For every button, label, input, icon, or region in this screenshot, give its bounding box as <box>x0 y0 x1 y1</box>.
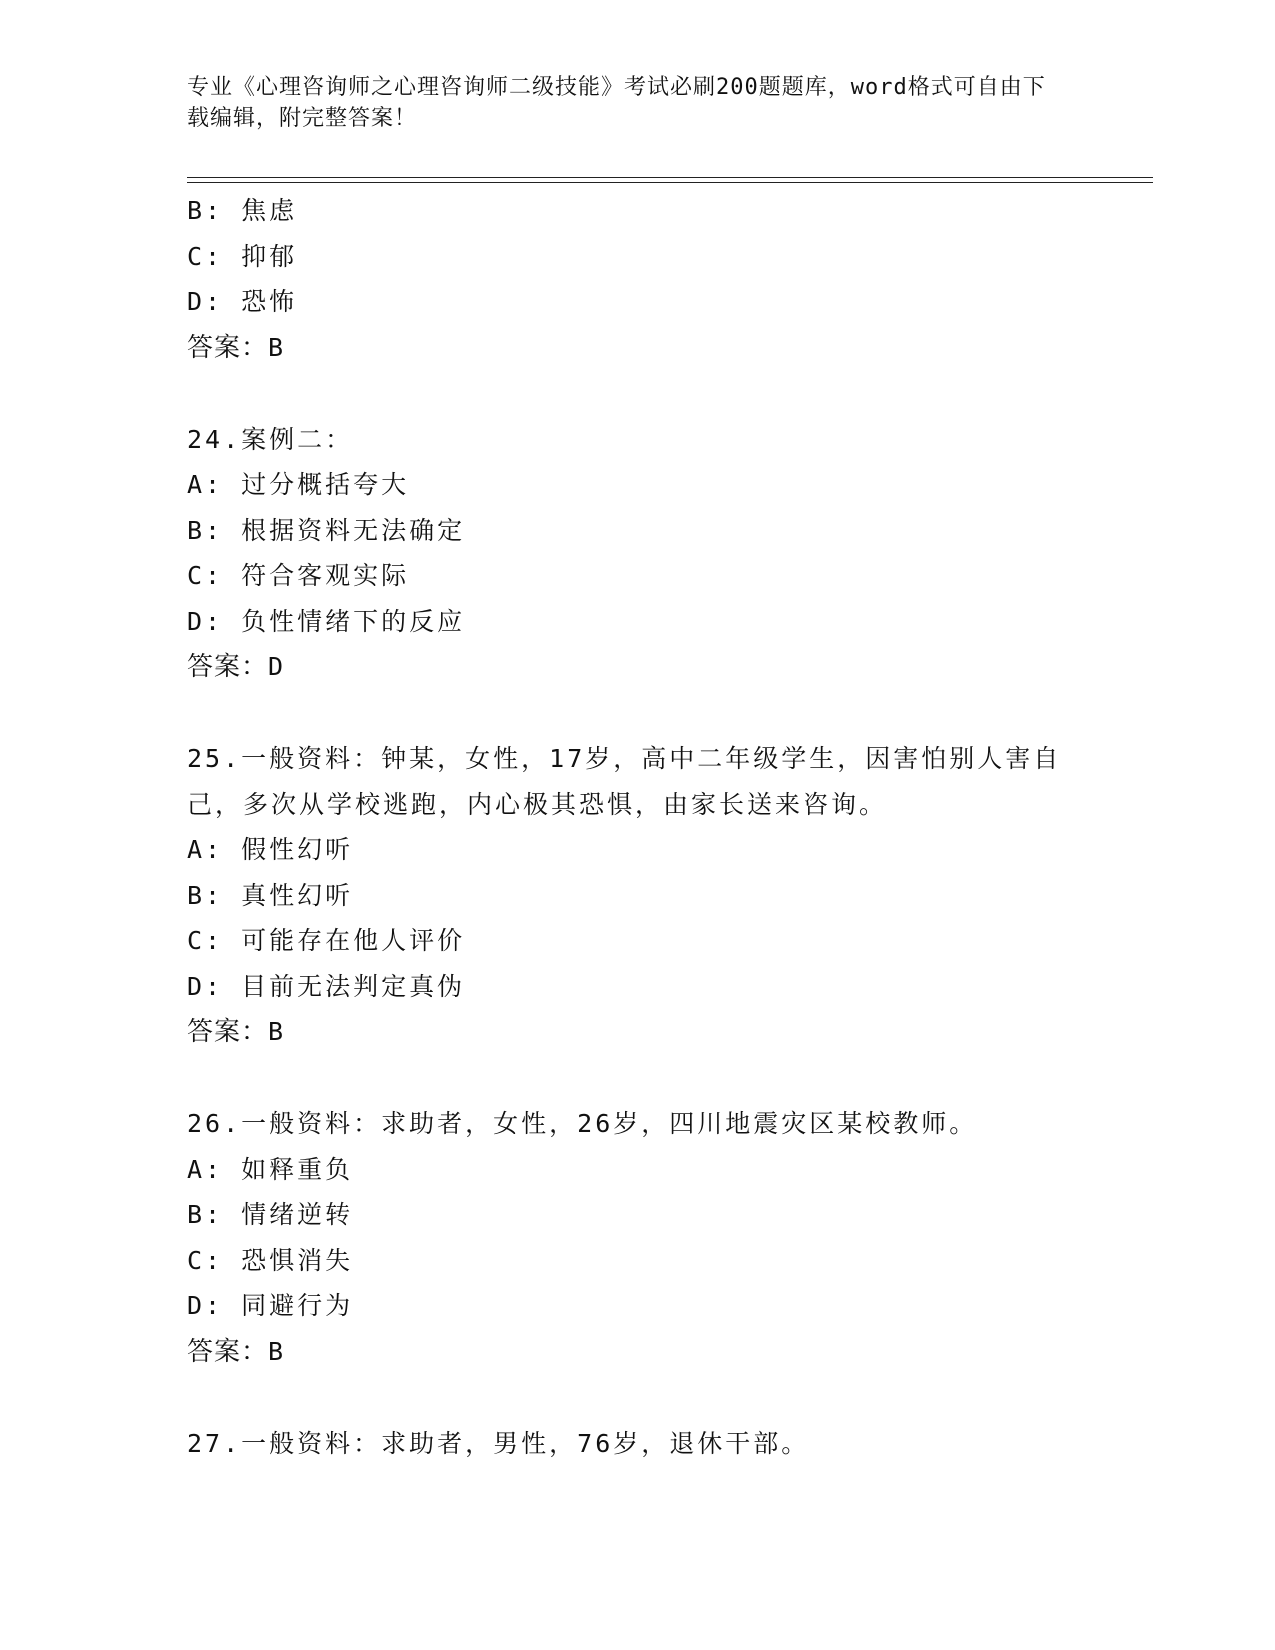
spacer <box>187 371 1107 417</box>
question-25 <box>187 736 1107 1056</box>
question-24 <box>187 417 1107 691</box>
question-26 <box>187 1101 1107 1375</box>
header-divider-bottom <box>187 182 1153 183</box>
question-stem: 26.一般资料：求助者，女性，26岁，四川地震灾区某校教师。 <box>187 1109 978 1138</box>
option-d: D: 负性情绪下的反应 <box>187 606 466 636</box>
option-d: D: 恐怖 <box>187 287 298 316</box>
option-b: B: 真性幻听 <box>187 880 354 910</box>
option-d: D: 目前无法判定真伪 <box>187 971 466 1001</box>
option-a: A: 如释重负 <box>187 1154 354 1184</box>
question-list <box>187 188 1107 1466</box>
option-c: C: 恐惧消失 <box>187 1245 354 1275</box>
option-c: C: 抑郁 <box>187 241 298 271</box>
option-c: C: 符合客观实际 <box>187 561 410 590</box>
option-c: C: 可能存在他人评价 <box>187 926 466 955</box>
question-stem: 24.案例二： <box>187 424 354 454</box>
spacer <box>187 691 1107 737</box>
spacer <box>187 1375 1107 1421</box>
answer-line: 答案：B <box>187 1017 285 1047</box>
answer-line: 答案：B <box>187 332 285 363</box>
option-b: B: 根据资料无法确定 <box>187 515 466 545</box>
question-stem: 27.一般资料：求助者，男性，76岁，退休干部。 <box>187 1428 810 1458</box>
option-a: A: 过分概括夸大 <box>187 470 410 499</box>
question-23-continued <box>187 188 1107 371</box>
answer-line: 答案：D <box>187 652 285 682</box>
page-header: 专业《心理咨询师之心理咨询师二级技能》考试必刷200题题库，word格式可自由下载编辑，附完整答案！ <box>187 75 1046 131</box>
option-d: D: 同避行为 <box>187 1291 354 1320</box>
header-divider-top <box>187 177 1153 178</box>
question-27 <box>187 1421 1107 1467</box>
option-b: B: 情绪逆转 <box>187 1200 354 1229</box>
spacer <box>187 1056 1107 1102</box>
question-stem: 25.一般资料：钟某，女性，17岁，高中二年级学生，因害怕别人害自己，多次从学校逃跑，内心极其恐惧，由家长送来咨询。 <box>187 744 1062 819</box>
answer-line: 答案：B <box>187 1336 285 1367</box>
option-a: A: 假性幻听 <box>187 835 354 864</box>
option-b: B: 焦虑 <box>187 196 298 225</box>
